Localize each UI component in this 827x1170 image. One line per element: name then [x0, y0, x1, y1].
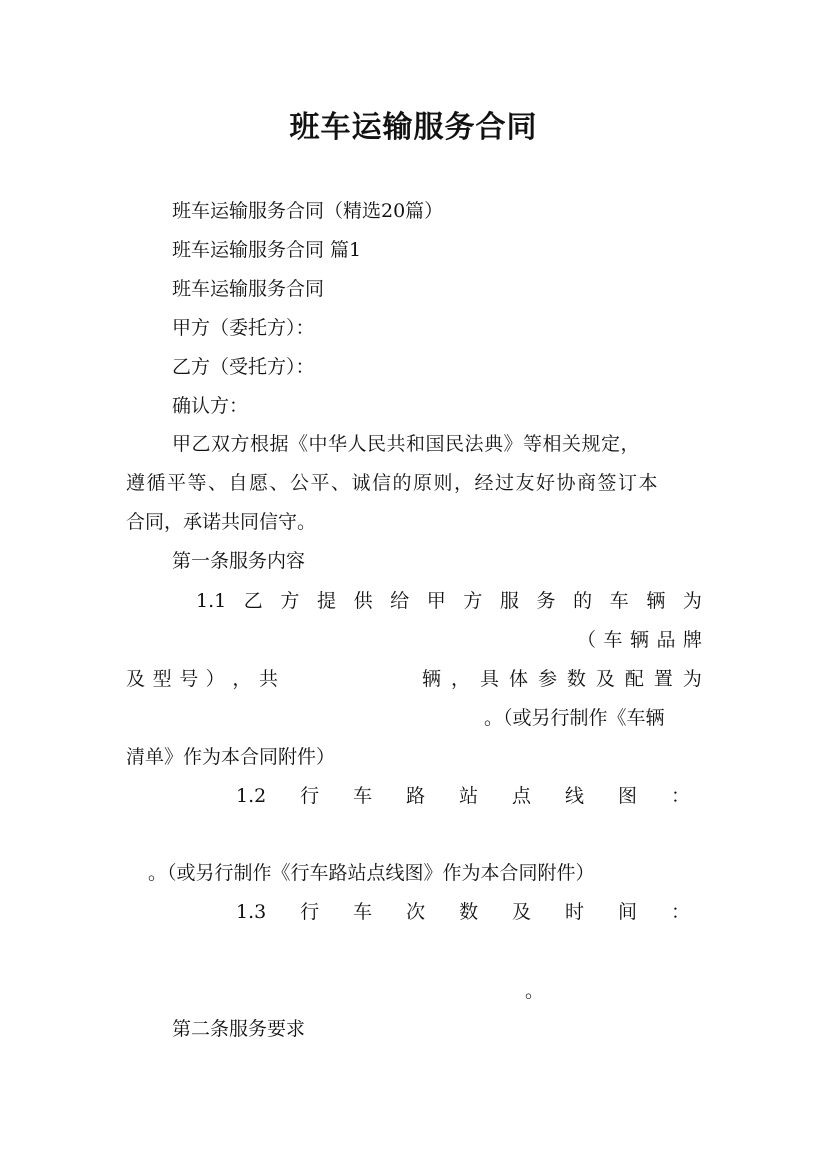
- justified-char: ，: [232, 668, 252, 690]
- section-2-heading: 第二条服务要求: [172, 1018, 306, 1040]
- justified-char: 行: [300, 785, 320, 807]
- item-1-3-line-1: [236, 903, 690, 922]
- justified-char: 点: [512, 785, 532, 807]
- justified-char: 间: [617, 901, 637, 923]
- justified-char: 体: [508, 668, 528, 690]
- justified-char: 乙: [243, 590, 263, 612]
- justified-char: 车: [353, 785, 373, 807]
- justified-char: 车: [603, 629, 623, 651]
- justified-char: 的: [573, 590, 593, 612]
- justified-char: 配: [624, 668, 644, 690]
- justified-char: 提: [316, 590, 336, 612]
- justified-char: 共: [258, 668, 278, 690]
- item-1-1-line-4: 。（或另行制作《车辆: [484, 707, 665, 729]
- justified-char: 务: [536, 590, 556, 612]
- justified-char: 牌: [682, 629, 702, 651]
- justified-char: 辆: [646, 590, 666, 612]
- justified-char: （: [577, 629, 597, 651]
- justified-char: 次: [406, 901, 426, 923]
- justified-char: 服: [499, 590, 519, 612]
- justified-char: 号: [179, 668, 199, 690]
- justified-char: 数: [459, 901, 479, 923]
- justified-char: 时: [565, 901, 585, 923]
- justified-char: 行: [300, 901, 320, 923]
- justified-char: 供: [353, 590, 373, 612]
- intro-paragraph-line-1: 甲乙双方根据《中华人民共和国民法典》等相关规定，: [172, 433, 641, 455]
- justified-char: ：: [670, 901, 690, 923]
- justified-char: 及: [126, 668, 146, 690]
- section-1-heading: 第一条服务内容: [172, 550, 306, 572]
- justified-char: 车: [609, 590, 629, 612]
- item-1-2-line-1: [236, 787, 690, 806]
- justified-char: 1.2: [236, 785, 267, 807]
- justified-char: 站: [459, 785, 479, 807]
- justified-char: ）: [205, 668, 225, 690]
- confirmer-label: 确认方：: [172, 395, 249, 417]
- justified-char: 1.1: [196, 590, 227, 612]
- document-subtitle: 班车运输服务合同（精选20篇）: [172, 200, 444, 222]
- justified-char: 具: [479, 668, 499, 690]
- justified-char: 为: [682, 668, 702, 690]
- justified-char: ：: [670, 785, 690, 807]
- justified-char: 辆: [629, 629, 649, 651]
- party-a-label: 甲方（委托方）：: [172, 317, 315, 339]
- item-1-3-line-2: 。: [525, 980, 545, 1002]
- justified-char: 型: [152, 668, 172, 690]
- item-1-2-line-2: 。（或另行制作《行车路站点线图》作为本合同附件）: [148, 862, 595, 884]
- justified-char: 方: [463, 590, 483, 612]
- justified-char: ，: [450, 668, 470, 690]
- justified-char: 数: [566, 668, 586, 690]
- document-title: 班车运输服务合同: [289, 110, 538, 145]
- intro-paragraph-line-3: 合同，承诺共同信守。: [126, 511, 317, 533]
- justified-char: 车: [353, 901, 373, 923]
- justified-char: 及: [595, 668, 615, 690]
- justified-char: 1.3: [236, 901, 267, 923]
- justified-char: 给: [390, 590, 410, 612]
- justified-char: 为: [682, 590, 702, 612]
- justified-char: 置: [653, 668, 673, 690]
- justified-char: 方: [280, 590, 300, 612]
- item-1-1-line-5: 清单》作为本合同附件）: [126, 746, 336, 768]
- justified-char: 线: [565, 785, 585, 807]
- contract-name: 班车运输服务合同: [172, 278, 325, 300]
- item-1-1-line-1: [196, 592, 702, 611]
- justified-char: 路: [406, 785, 426, 807]
- justified-char: 图: [617, 785, 637, 807]
- intro-paragraph-line-2: 遵循平等、自愿、公平、诚信的原则，经过友好协商签订本: [126, 472, 660, 494]
- justified-char: 辆: [422, 668, 442, 690]
- item-1-1-line-3-right: [422, 670, 702, 689]
- justified-char: 参: [537, 668, 557, 690]
- justified-char: 及: [512, 901, 532, 923]
- party-b-label: 乙方（受托方）：: [172, 356, 315, 378]
- justified-char: 甲: [426, 590, 446, 612]
- item-1-1-line-2: [577, 631, 702, 650]
- justified-char: 品: [656, 629, 676, 651]
- article-heading: 班车运输服务合同 篇1: [172, 239, 362, 261]
- item-1-1-line-3-left: [126, 670, 278, 689]
